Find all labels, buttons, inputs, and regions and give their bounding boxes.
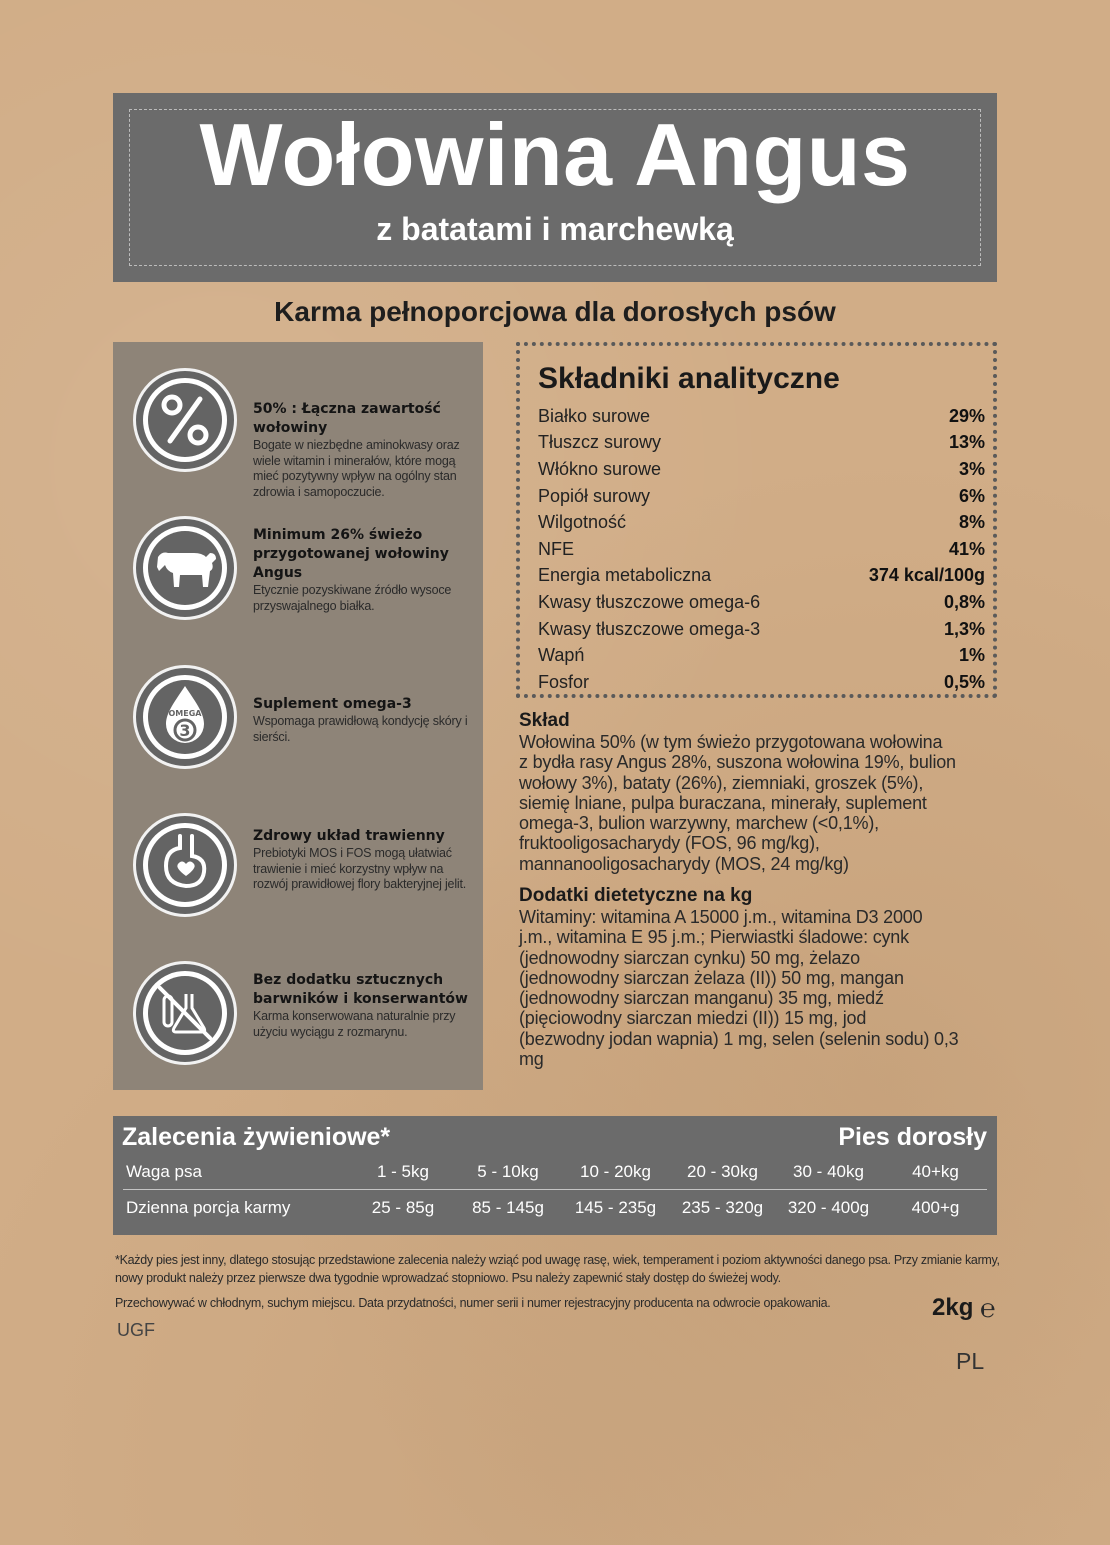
composition-line: Wołowina 50% (w tym świeżo przygotowana wołowina [519, 732, 943, 752]
analytical-row: Wapń 1% [538, 645, 985, 666]
benefits-panel [113, 342, 483, 1090]
weight-cell: 1 - 5kg [377, 1162, 429, 1181]
benefit-beef-content [113, 368, 483, 498]
benefit-description: Bogate w niezbędne aminokwasy oraz wiele witamin i minerałów, które mogą mieć pozytywny wpływ na ogólny stan zdrowia i samopoczucie. [253, 438, 460, 499]
analytical-constituents-box [516, 342, 997, 698]
omega-drop-icon [133, 665, 237, 769]
product-title: Wołowina Angus [199, 105, 911, 204]
additives-line: j.m., witamina E 95 j.m.; Pierwiastki śladowe: cynk [519, 927, 909, 948]
composition-line: z bydła rasy Angus 28%, suszona wołowina 19%, bulion [519, 752, 956, 773]
product-tagline: Karma pełnoporcjowa dla dorosłych psów [274, 296, 836, 327]
composition-title: Skład [519, 710, 570, 731]
additives-title: Dodatki dietetyczne na kg [519, 885, 753, 906]
composition-line: mannanooligosacharydy (MOS, 24 mg/kg) [519, 853, 849, 874]
benefit-title: Suplement omega-3 [253, 696, 412, 712]
estimated-sign-icon: ℮ [980, 1294, 996, 1324]
analytical-table [538, 403, 985, 696]
composition-line: siemię lniane, pulpa buraczana, minerały, suplement [519, 792, 927, 813]
cow-icon [133, 516, 237, 620]
weight-cell: 20 - 30kg [687, 1162, 758, 1181]
analytical-title: Składniki analityczne [538, 362, 840, 395]
analytical-row: Popiół surowy 6% [538, 485, 985, 506]
weight-row [113, 1158, 997, 1188]
percent-icon [133, 368, 237, 472]
portion-cell: 85 - 145g [472, 1198, 544, 1217]
benefit-title: Zdrowy układ trawienny [253, 828, 445, 844]
product-subtitle: z batatami i marchewką [376, 211, 734, 247]
weight-cell: 10 - 20kg [580, 1162, 651, 1181]
additives-line: mg [519, 1049, 544, 1070]
benefit-description: Etycznie pozyskiwane źródło wysoce przyswajalnego białka. [253, 583, 452, 613]
feeding-title: Zalecenia żywieniowe* [122, 1123, 391, 1151]
benefit-digestion [113, 813, 483, 943]
stomach-icon [133, 813, 237, 917]
weight-cell: 5 - 10kg [477, 1162, 539, 1181]
composition-line: omega-3, bulion warzywny, marchew (<0,1%), [519, 813, 879, 834]
benefit-title: 50% : Łączna zawartość wołowiny [253, 401, 441, 436]
portion-cell: 25 - 85g [371, 1198, 435, 1217]
composition-section [519, 710, 995, 874]
benefit-no-additives [113, 961, 483, 1091]
storage-instructions: Przechowywać w chłodnym, suchym miejscu. Data przydatności, numer serii i numer rejestracyjny producenta na odwrocie opakowania. [115, 1296, 831, 1310]
benefit-description: Karma konserwowana naturalnie przy użyciu wyciągu z rozmarynu. [253, 1009, 456, 1039]
analytical-row: Włókno surowe 3% [538, 458, 985, 479]
portion-cell: 145 - 235g [574, 1198, 657, 1217]
weight-cell: 30 - 40kg [793, 1162, 864, 1181]
feeding-footnote: *Każdy pies jest inny, dlatego stosując przedstawione zalecenia należy wziąć pod uwagę rasę, wiek, temperament i poziom aktywności danego psa. Przy zmianie karmy, nowy produkt należy przez pierwsze dwa tygodnie wprowadzać stopniowo. Psu należy zapewnić stały dostęp do świeżej wody. [115, 1253, 1000, 1285]
analytical-row: Białko surowe 29% [538, 405, 985, 426]
analytical-row: Kwasy tłuszczowe omega-3 1,3% [538, 618, 985, 639]
composition-line: fruktooligosacharydy (FOS, 96 mg/kg), [519, 833, 820, 854]
additives-line: (jednowodny siarczan manganu) 35 mg, miedź [519, 988, 884, 1009]
additives-line: Witaminy: witamina A 15000 j.m., witamina D3 2000 [519, 907, 923, 927]
analytical-row: NFE 41% [538, 538, 985, 559]
composition-line: wołowy 3%), bataty (26%), ziemniaki, groszek (5%), [519, 772, 924, 793]
omega-digit: 3 [179, 721, 191, 740]
portion-row-label: Dzienna porcja karmy [126, 1198, 291, 1217]
feeding-subtitle: Pies dorosły [838, 1123, 987, 1151]
benefit-description: Prebiotyki MOS i FOS mogą ułatwiać trawienie i mieć korzystny wpływ na rozwój prawidłowej flory bakteryjnej jelit. [253, 846, 467, 891]
analytical-row: Kwasy tłuszczowe omega-6 0,8% [538, 591, 985, 612]
benefit-title: Minimum 26% świeżo przygotowanej wołowiny Angus [253, 527, 449, 581]
portion-cell: 320 - 400g [787, 1198, 870, 1217]
manufacturer-code: UGF [117, 1320, 155, 1340]
additives-line: (bezwodny jodan wapnia) 1 mg, selen (selenin sodu) 0,3 [519, 1028, 959, 1049]
weight-row-label: Waga psa [126, 1162, 202, 1181]
benefit-omega3 [113, 665, 483, 795]
benefit-description: Wspomaga prawidłową kondycję skóry i sierści. [253, 714, 468, 744]
analytical-row: Tłuszcz surowy 13% [538, 432, 985, 453]
portion-row [113, 1194, 997, 1224]
table-divider [123, 1189, 987, 1190]
benefit-fresh-angus [113, 516, 483, 646]
additives-line: (pięciowodny siarczan miedzi (II)) 15 mg, jod [519, 1008, 867, 1029]
product-header [113, 93, 997, 282]
analytical-row: Wilgotność 8% [538, 512, 985, 533]
omega-label: OMEGA [168, 709, 202, 718]
net-weight: 2kg [932, 1294, 974, 1321]
additives-line: (jednowodny siarczan cynku) 50 mg, żelazo [519, 947, 860, 968]
no-chemicals-icon [133, 961, 237, 1065]
analytical-row: Energia metaboliczna 374 kcal/100g [538, 565, 985, 586]
additives-section [519, 885, 995, 1069]
benefit-title: Bez dodatku sztucznych barwników i konserwantów [253, 972, 468, 1007]
feeding-recommendations-table [113, 1116, 997, 1235]
portion-cell: 400+g [911, 1198, 960, 1217]
weight-cell: 40+kg [912, 1162, 959, 1181]
portion-cell: 235 - 320g [681, 1198, 764, 1217]
language-code: PL [956, 1348, 985, 1374]
additives-line: (jednowodny siarczan żelaza (II)) 50 mg, mangan [519, 967, 904, 988]
analytical-row: Fosfor 0,5% [538, 671, 985, 692]
